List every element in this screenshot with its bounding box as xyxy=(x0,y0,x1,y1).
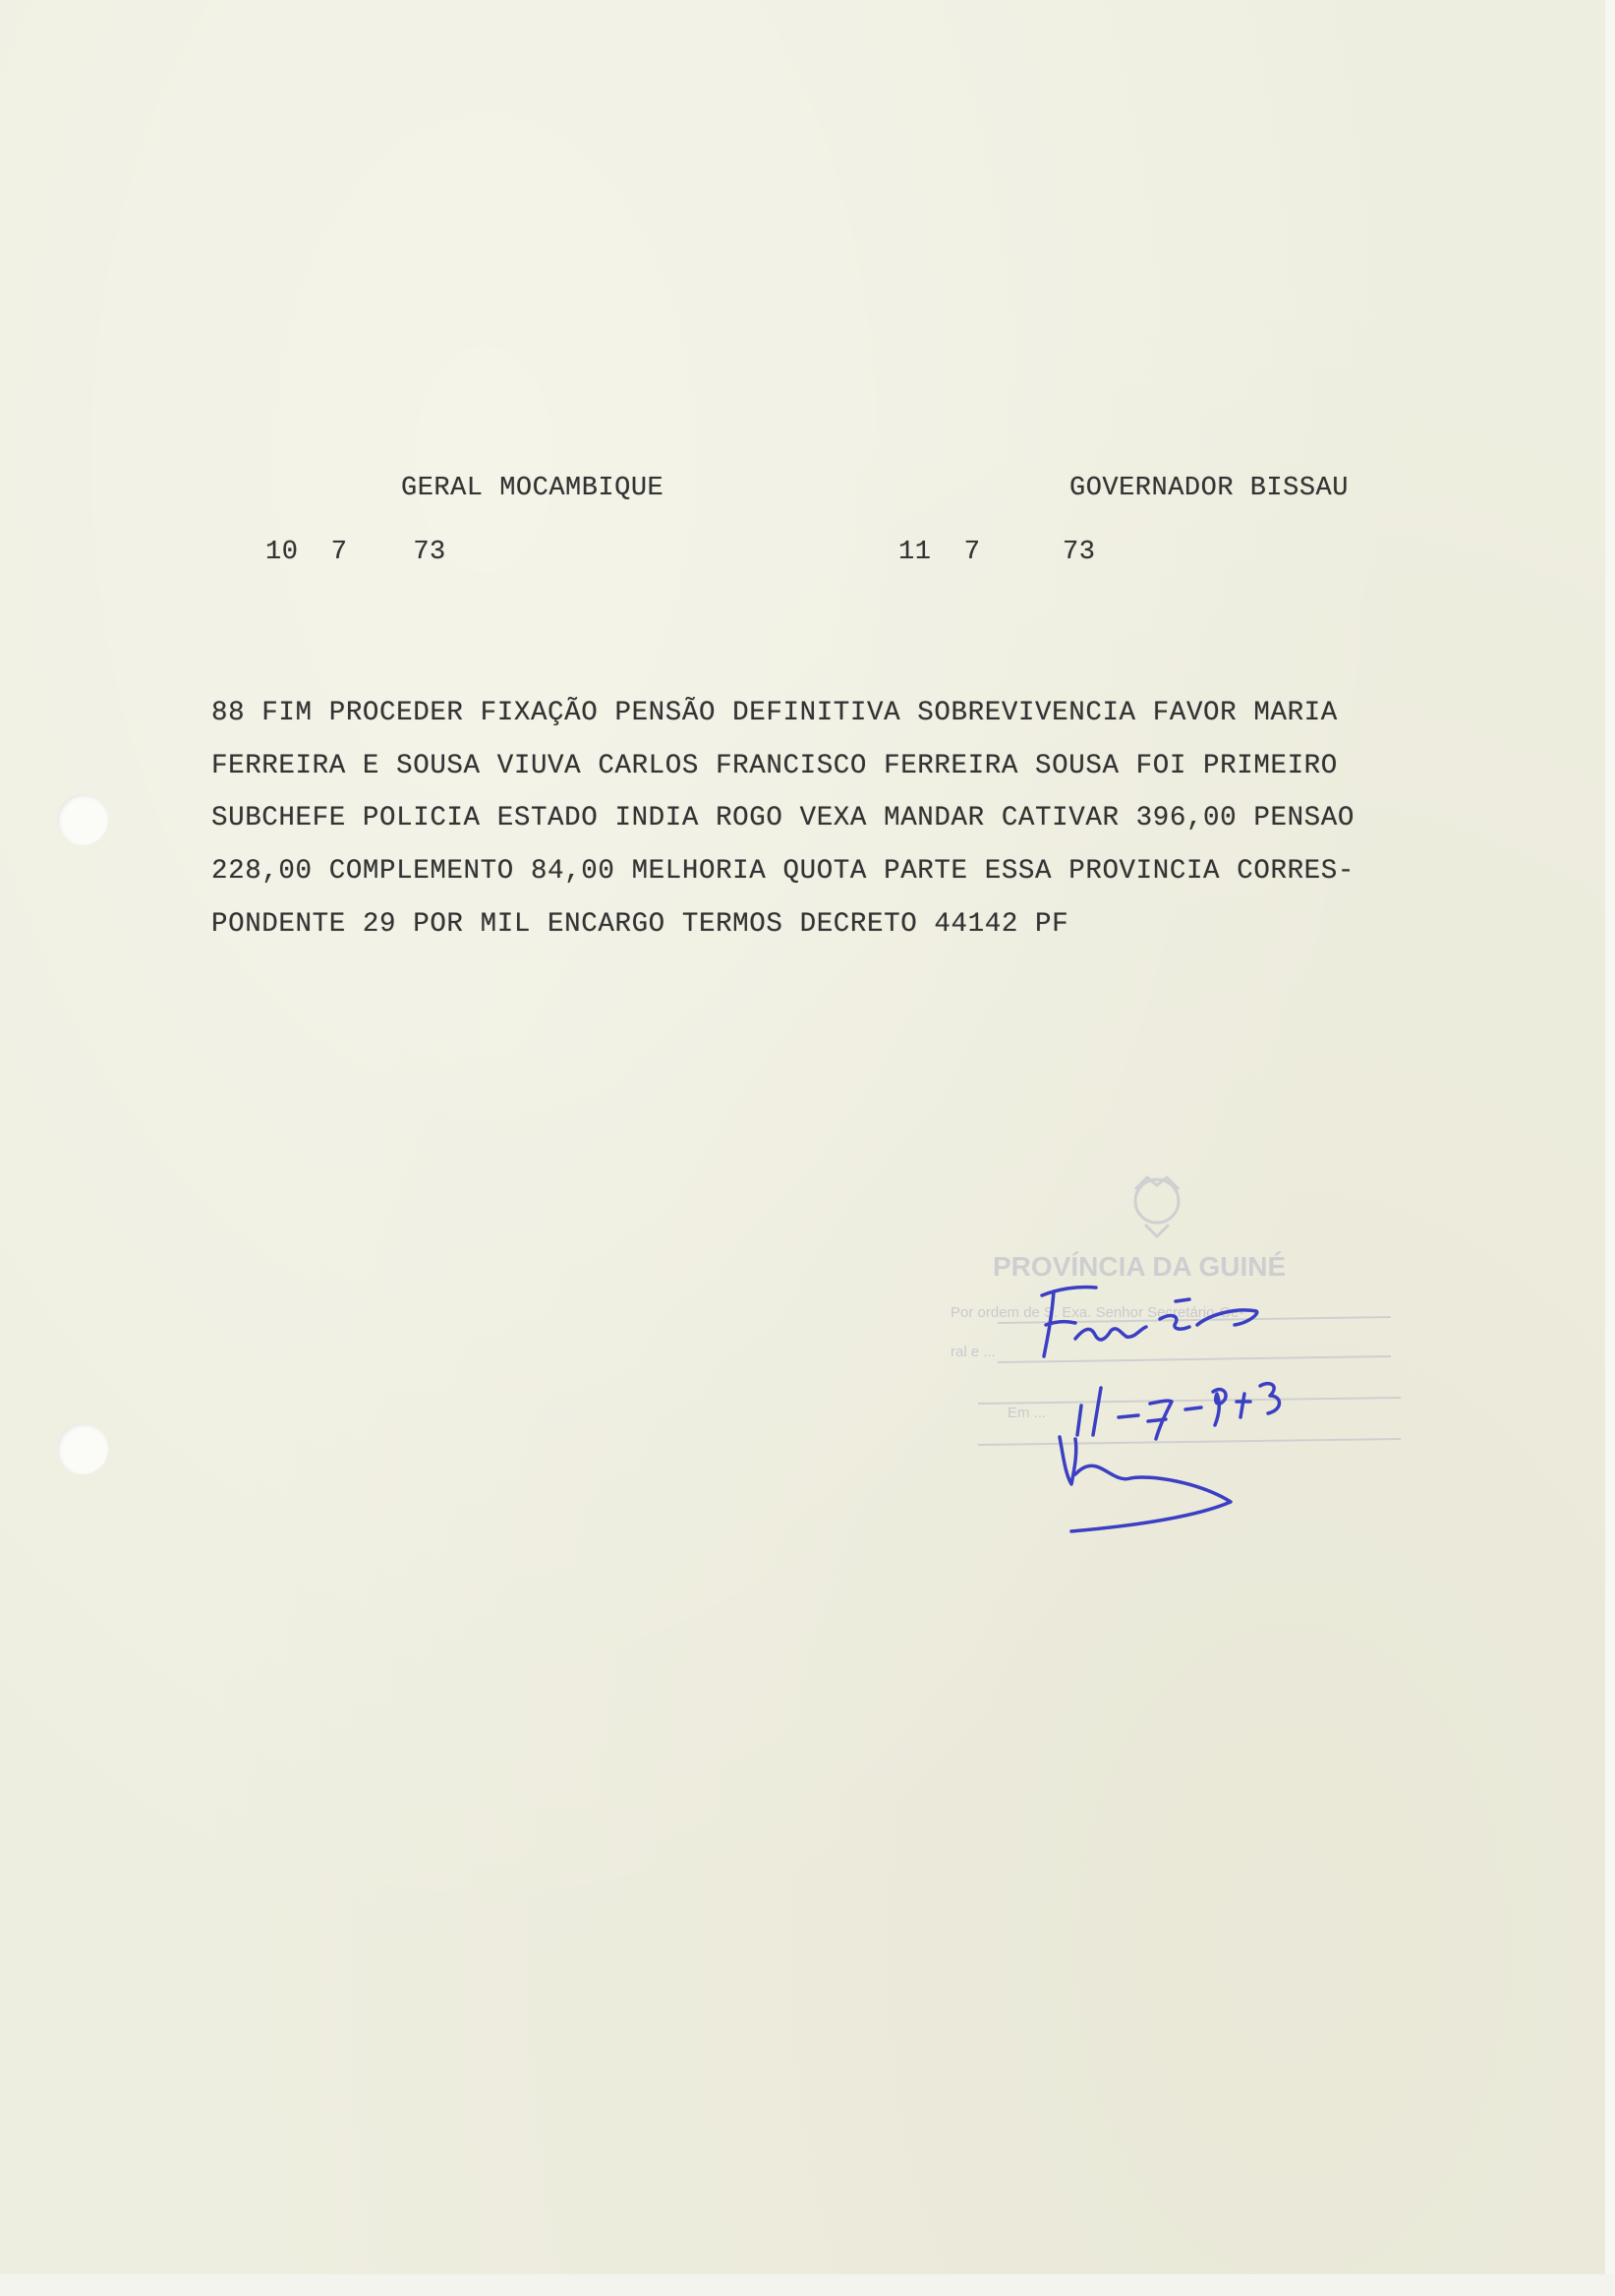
handwritten-signature xyxy=(1003,1278,1415,1553)
sender-date: 10 7 73 xyxy=(265,538,446,567)
punch-hole-top xyxy=(57,794,108,845)
recipient-date: 11 7 73 xyxy=(898,538,1096,567)
message-line: PONDENTE 29 POR MIL ENCARGO TERMOS DECRETO 44142 PF xyxy=(211,909,1069,940)
page-edge-bottom xyxy=(0,2274,1615,2296)
sender-label: GERAL MOCAMBIQUE xyxy=(401,474,664,503)
punch-hole-bottom xyxy=(57,1423,108,1474)
message-line: SUBCHEFE POLICIA ESTADO INDIA ROGO VEXA MANDAR CATIVAR 396,00 PENSAO xyxy=(211,803,1355,833)
message-line: FERREIRA E SOUSA VIUVA CARLOS FRANCISCO FERREIRA SOUSA FOI PRIMEIRO xyxy=(211,751,1338,781)
signature-icon xyxy=(1042,1287,1280,1531)
stamp-line-2: ral e ... xyxy=(951,1344,996,1360)
stamp-title: PROVÍNCIA DA GUINÉ xyxy=(993,1251,1287,1282)
page-edge-right xyxy=(1605,0,1615,2296)
coat-of-arms-icon xyxy=(1135,1177,1179,1236)
stamp-line-1: Por ordem de S. Exa. Senhor Secretário-Ge- xyxy=(951,1304,1244,1321)
message-line: 88 FIM PROCEDER FIXAÇÃO PENSÃO DEFINITIVA SOBREVIVENCIA FAVOR MARIA xyxy=(211,698,1338,728)
message-line: 228,00 COMPLEMENTO 84,00 MELHORIA QUOTA PARTE ESSA PROVINCIA CORRES- xyxy=(211,856,1355,887)
recipient-label: GOVERNADOR BISSAU xyxy=(1069,474,1349,503)
stamp-line-3: Em ... xyxy=(1008,1405,1047,1421)
